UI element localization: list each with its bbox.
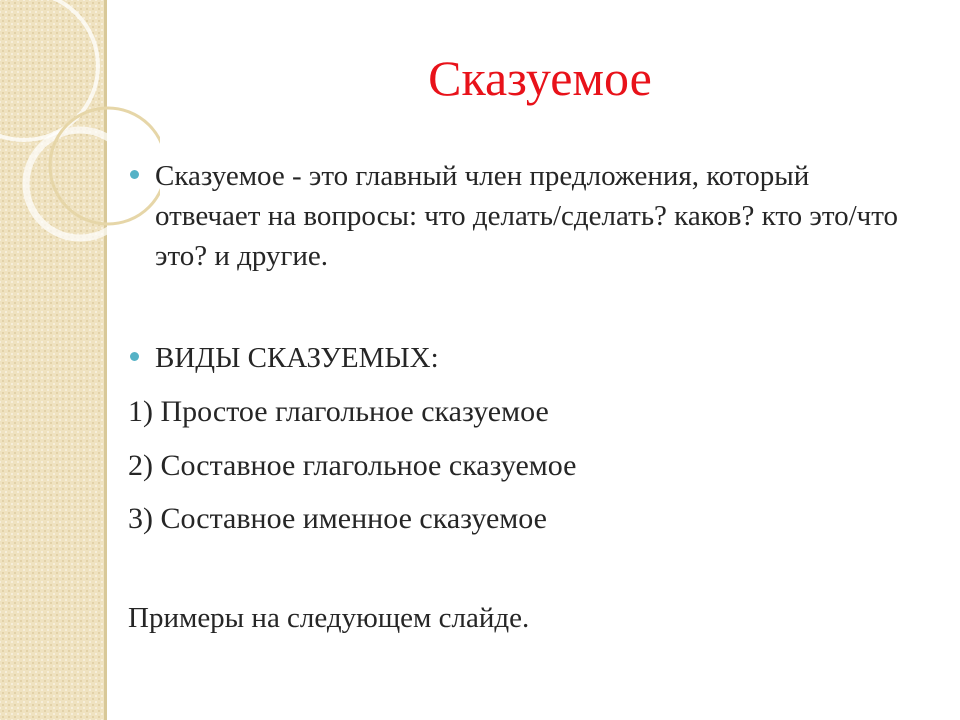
bullet-marker [130,352,139,361]
overlap-ring [50,108,160,224]
large-ring [0,0,98,140]
bullet-marker [130,170,139,179]
types-heading: ВИДЫ СКАЗУЕМЫХ: [155,342,439,374]
definition-bullet [155,156,915,276]
type-item-compound-nominal: 3) Составное именное сказуемое [128,502,547,535]
type-item-simple-verbal: 1) Простое глагольное сказуемое [128,395,549,428]
decorative-rings [0,0,160,330]
definition-text: Сказуемое - это главный член предложения, который отвечает на вопросы: что делать/сделать? каков? кто это/что это? и другие. [155,160,899,272]
footer-note: Примеры на следующем слайде. [128,602,530,634]
type-item-compound-verbal: 2) Составное глагольное сказуемое [128,449,577,482]
slide-title: Сказуемое [428,50,652,106]
types-heading-bullet [155,338,855,378]
